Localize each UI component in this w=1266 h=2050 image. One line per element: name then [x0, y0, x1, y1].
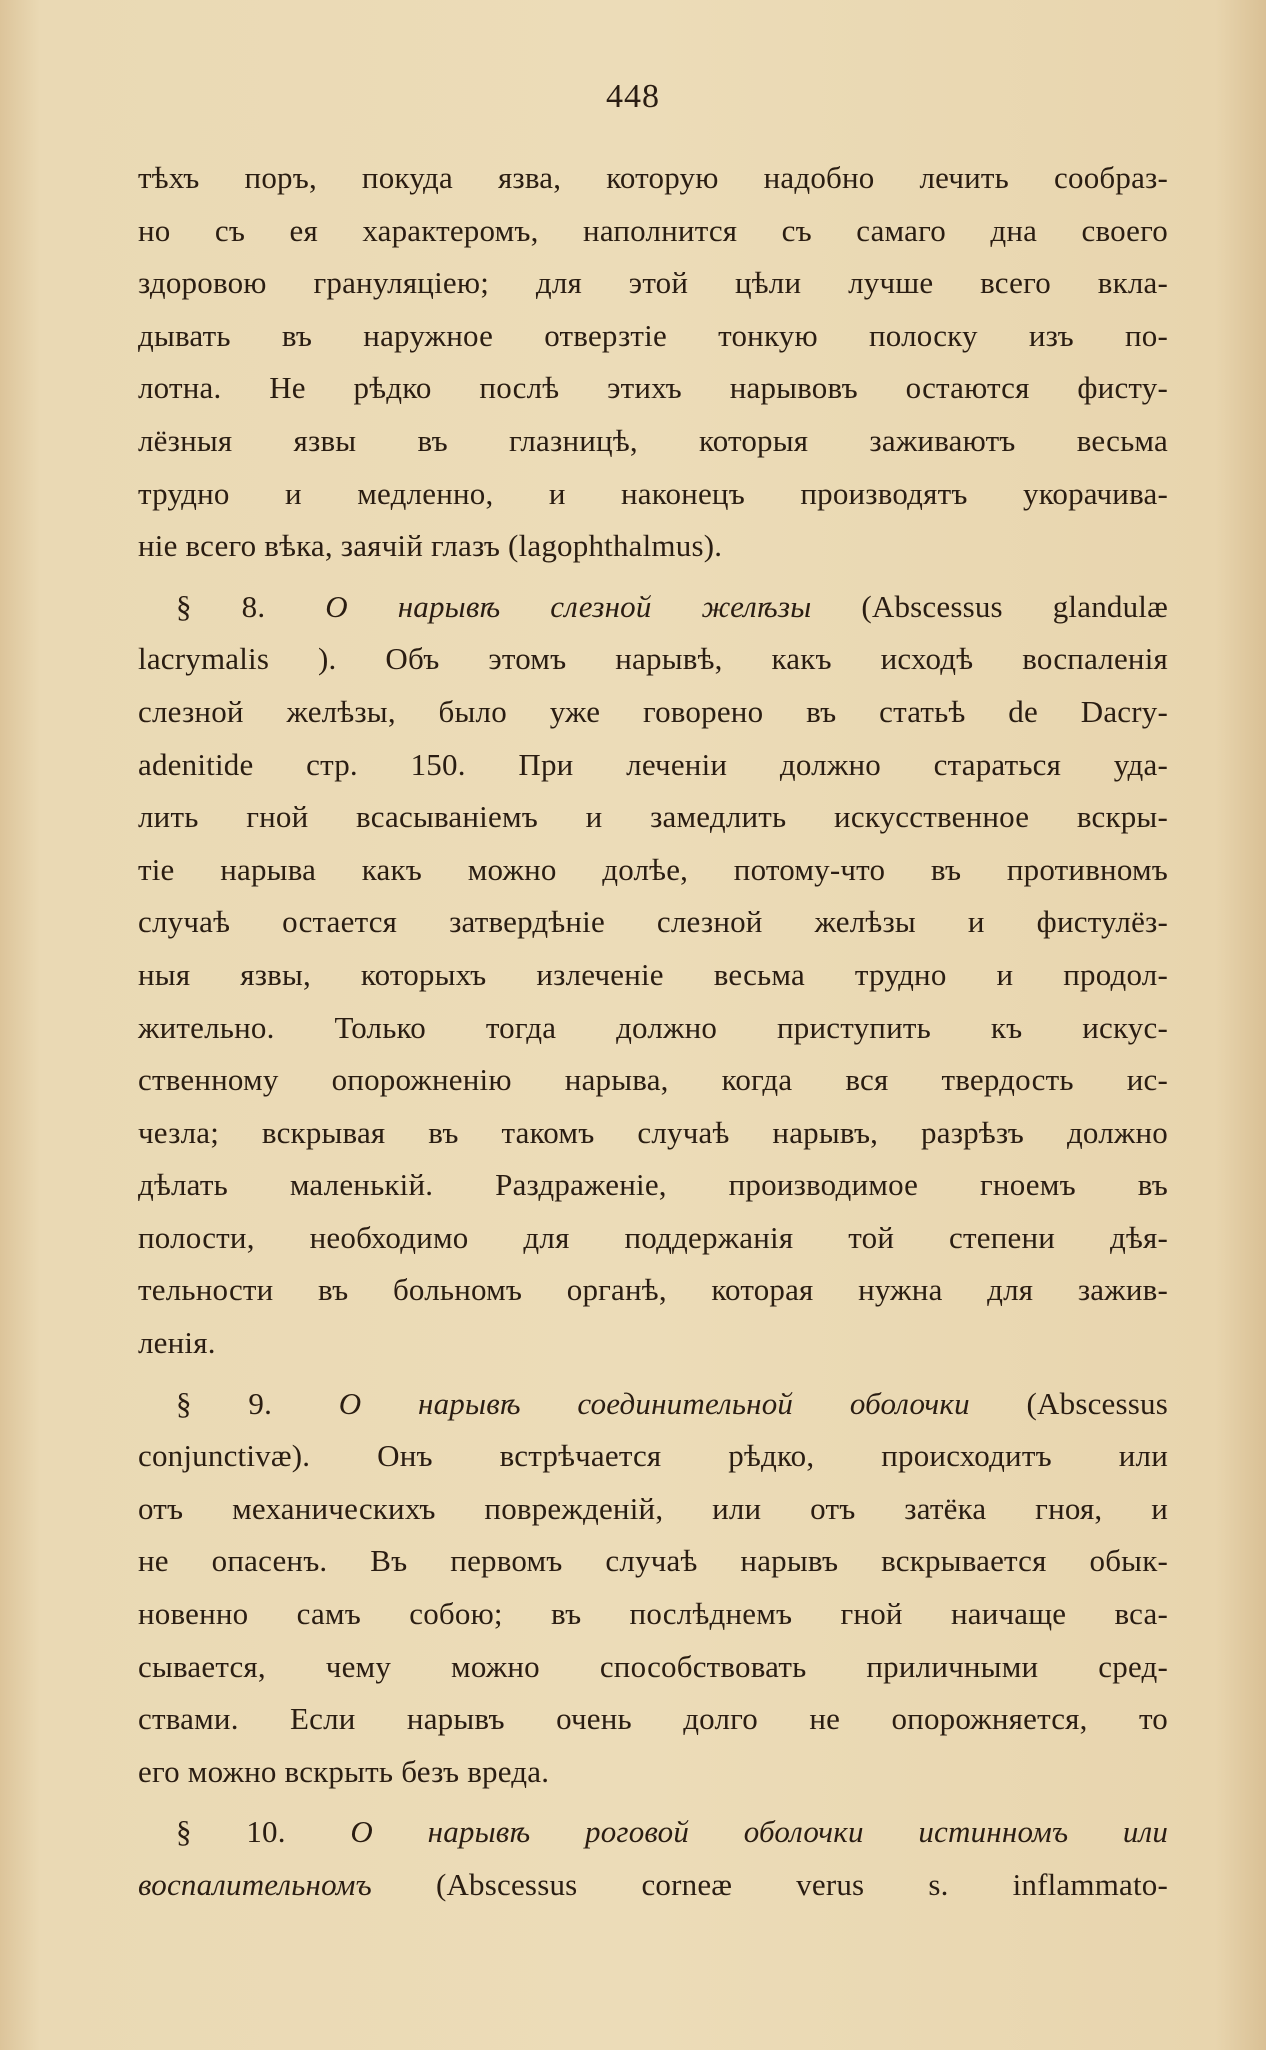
text-line: ственному опорожненію нарыва, когда вся твердость ис- [138, 1062, 1168, 1098]
text-line: жительно. Только тогда должно приступить къ искус- [138, 1009, 1168, 1045]
text-line: тѣхъ поръ, покуда язва, которую надобно лечить сообраз- [138, 160, 1168, 195]
text-line: слезной желѣзы, было уже говорено въ статьѣ de Dacry- [138, 693, 1168, 729]
page-number: 448 [606, 78, 660, 115]
text-line: дѣлать маленькій. Раздраженіе, производимое гноемъ въ [138, 1167, 1168, 1203]
section-9-number: § 9. [176, 1385, 273, 1421]
text-line: полости, необходимо для поддержанія той степени дѣя- [138, 1219, 1168, 1255]
text-line: сывается, чему можно способствовать приличными сред- [138, 1648, 1168, 1684]
text-line: ніе всего вѣка, заячій глазъ (lagophthalmus). [138, 528, 723, 564]
text-line: новенно самъ собою; въ послѣднемъ гной наичаще вса- [138, 1596, 1168, 1632]
section-10-title: О нарывѣ роговой оболочки истинномъ или [350, 1814, 1169, 1850]
text-line: лёзныя язвы въ глазницѣ, которыя заживаютъ весьма [138, 422, 1168, 458]
text-line: ленія. [138, 1325, 216, 1361]
section-10-heading-line-2 [138, 1859, 1168, 1912]
text-line: дывать въ наружное отверзтіе тонкую полоску изъ по- [138, 317, 1168, 353]
text-line: лотна. Не рѣдко послѣ этихъ нарывовъ остаются фисту- [138, 370, 1168, 406]
section-8-heading-line [138, 581, 1168, 634]
section-9-heading-line [138, 1378, 1168, 1431]
section-8-title: О нарывѣ слезной желѣзы [325, 588, 812, 624]
text-line: отъ механическихъ поврежденій, или отъ затёка гноя, и [138, 1490, 1168, 1526]
text-line: не опасенъ. Въ первомъ случаѣ нарывъ вскрывается обык- [138, 1543, 1168, 1579]
text-line: трудно и медленно, и наконецъ производятъ укорачива- [138, 475, 1168, 511]
text-line: ствами. Если нарывъ очень долго не опорожняется, то [138, 1701, 1168, 1737]
text-line: ныя язвы, которыхъ излеченіе весьма трудно и продол- [138, 956, 1168, 992]
text-line: лить гной всасываніемъ и замедлить искусственное вскры- [138, 799, 1168, 835]
section-8-number: § 8. [176, 588, 266, 624]
text-line: чезла; вскрывая въ такомъ случаѣ нарывъ, разрѣзъ должно [138, 1114, 1168, 1150]
section-10-title-cont: воспалительномъ [138, 1867, 372, 1902]
section-10-latin: (Abscessus corneæ verus s. inflammato- [435, 1867, 1169, 1902]
text-line: lacrymalis ). Объ этомъ нарывѣ, какъ исходѣ воспаленія [138, 641, 1168, 677]
section-10-heading-line [138, 1806, 1168, 1859]
section-9-latin: (Abscessus [1026, 1385, 1169, 1421]
text-line: adenitide стр. 150. При леченіи должно стараться уда- [138, 746, 1168, 782]
section-8-latin: (Abscessus glandulæ [861, 588, 1168, 624]
text-line: conjunctivæ). Онъ встрѣчается рѣдко, происходитъ или [138, 1438, 1168, 1474]
text-line: здоровою грануляціею; для этой цѣли лучше всего вкла- [138, 265, 1168, 301]
section-10-number: § 10. [176, 1814, 286, 1850]
text-line: случаѣ остается затвердѣніе слезной желѣзы и фистулёз- [138, 904, 1168, 940]
text-line: тіе нарыва какъ можно долѣе, потому-что въ противномъ [138, 851, 1168, 887]
text-line: тельности въ больномъ органѣ, которая нужна для зажив- [138, 1272, 1168, 1308]
text-line: его можно вскрыть безъ вреда. [138, 1753, 550, 1789]
body-text [138, 152, 1168, 1912]
text-line: но съ ея характеромъ, наполнится съ самаго дна своего [138, 212, 1168, 248]
section-9-title: О нарывѣ соединительной оболочки [338, 1385, 970, 1421]
